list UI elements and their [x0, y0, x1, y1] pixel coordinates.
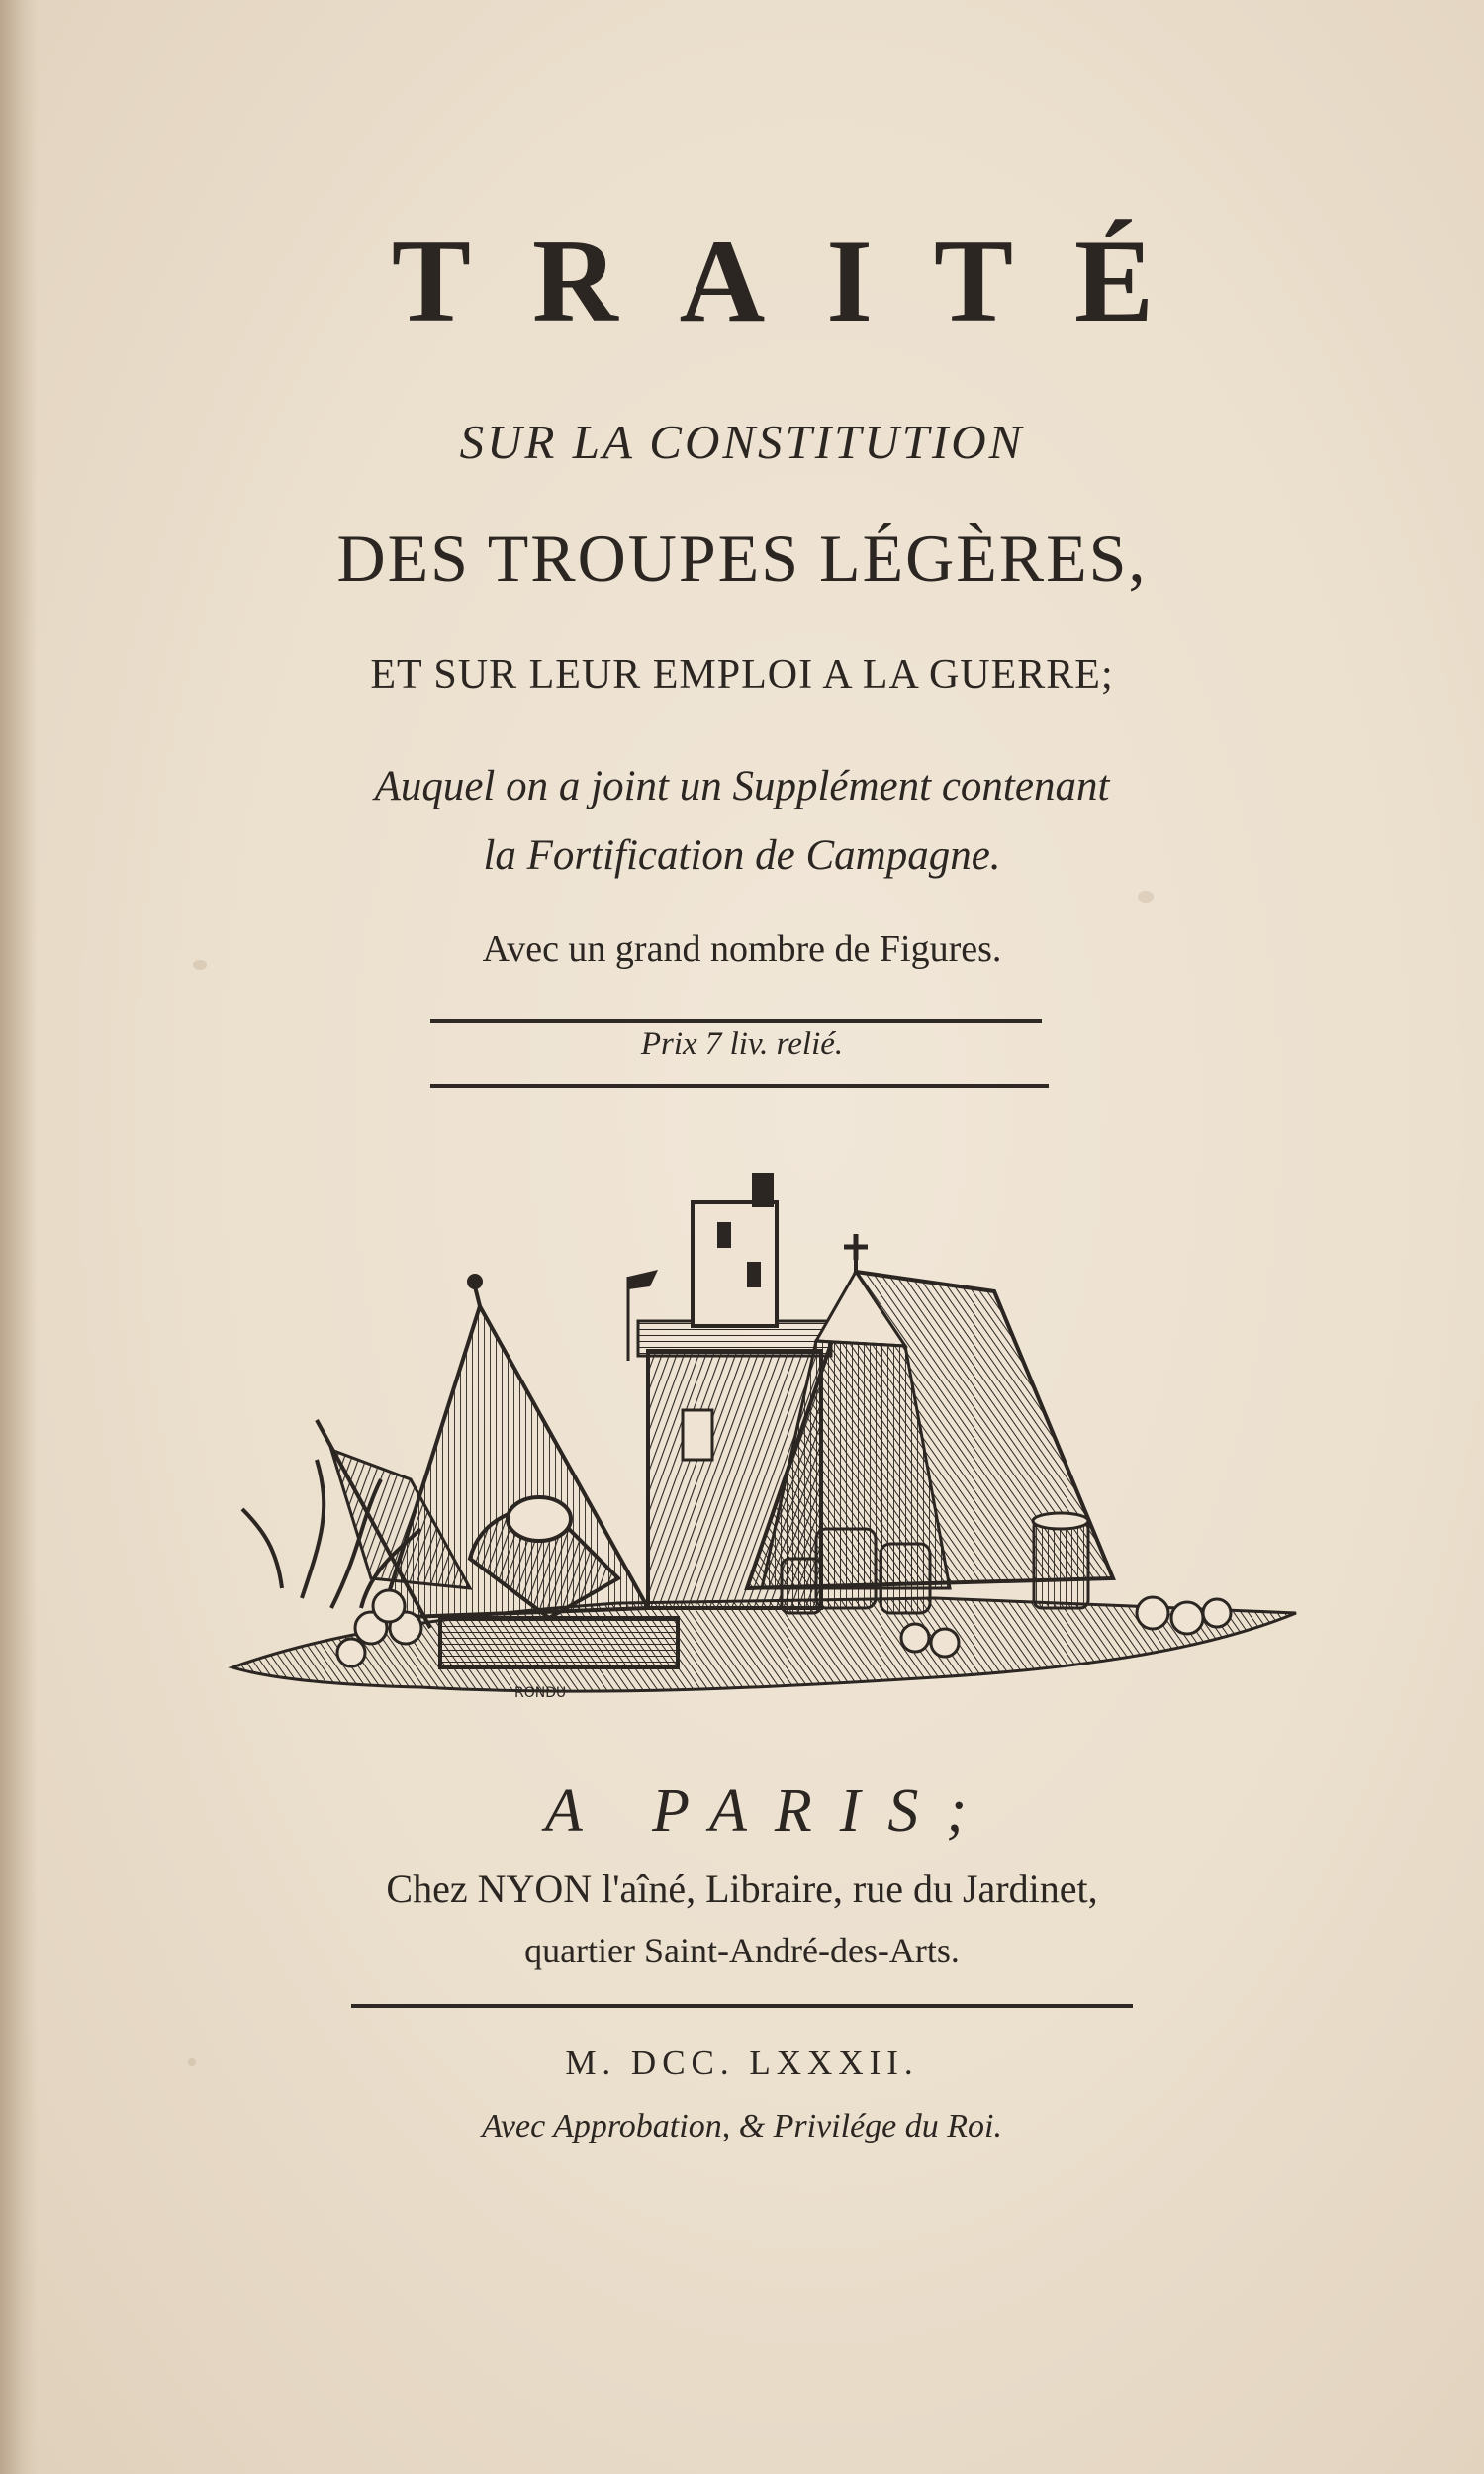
imprint-city: A PARIS;: [544, 1777, 995, 1845]
subtitle-line-2: DES TROUPES LÉGÈRES,: [336, 521, 1148, 596]
barrel: [881, 1544, 930, 1613]
imprint-rule: [351, 2004, 1133, 2008]
barrel: [782, 1559, 821, 1613]
binding-edge: [0, 0, 38, 2474]
tower-flag: [628, 1270, 658, 1289]
supplement-line-1: Auquel on a joint un Supplément contenant: [374, 763, 1110, 809]
barrel: [816, 1529, 876, 1608]
approbation-note: Avec Approbation, & Privilége du Roi.: [482, 2108, 1002, 2144]
price-rule-top: [430, 1019, 1042, 1023]
publisher-line-2: quartier Saint-André-des-Arts.: [524, 1931, 960, 1970]
tower-top: [693, 1202, 777, 1326]
foxing-spot: [1138, 891, 1154, 903]
subtitle-line-1: SUR LA CONSTITUTION: [459, 415, 1025, 469]
chest: [440, 1618, 678, 1667]
book-title: TRAITÉ: [391, 215, 1216, 346]
figures-note: Avec un grand nombre de Figures.: [482, 928, 1002, 970]
woodcut-signature: RONDU: [514, 1685, 567, 1701]
drum: [1034, 1519, 1088, 1608]
publisher-line-1: Chez NYON l'aîné, Libraire, rue du Jardinet,: [386, 1866, 1098, 1911]
military-camp-woodcut: [223, 1163, 1306, 1707]
publication-date: M. DCC. LXXXII.: [565, 2044, 919, 2082]
supplement-line-2: la Fortification de Campagne.: [483, 832, 1001, 879]
subtitle-line-3: ET SUR LEUR EMPLOI A LA GUERRE;: [370, 652, 1114, 698]
price-note: Prix 7 liv. relié.: [640, 1026, 844, 1062]
price-rule-bottom: [430, 1084, 1049, 1088]
